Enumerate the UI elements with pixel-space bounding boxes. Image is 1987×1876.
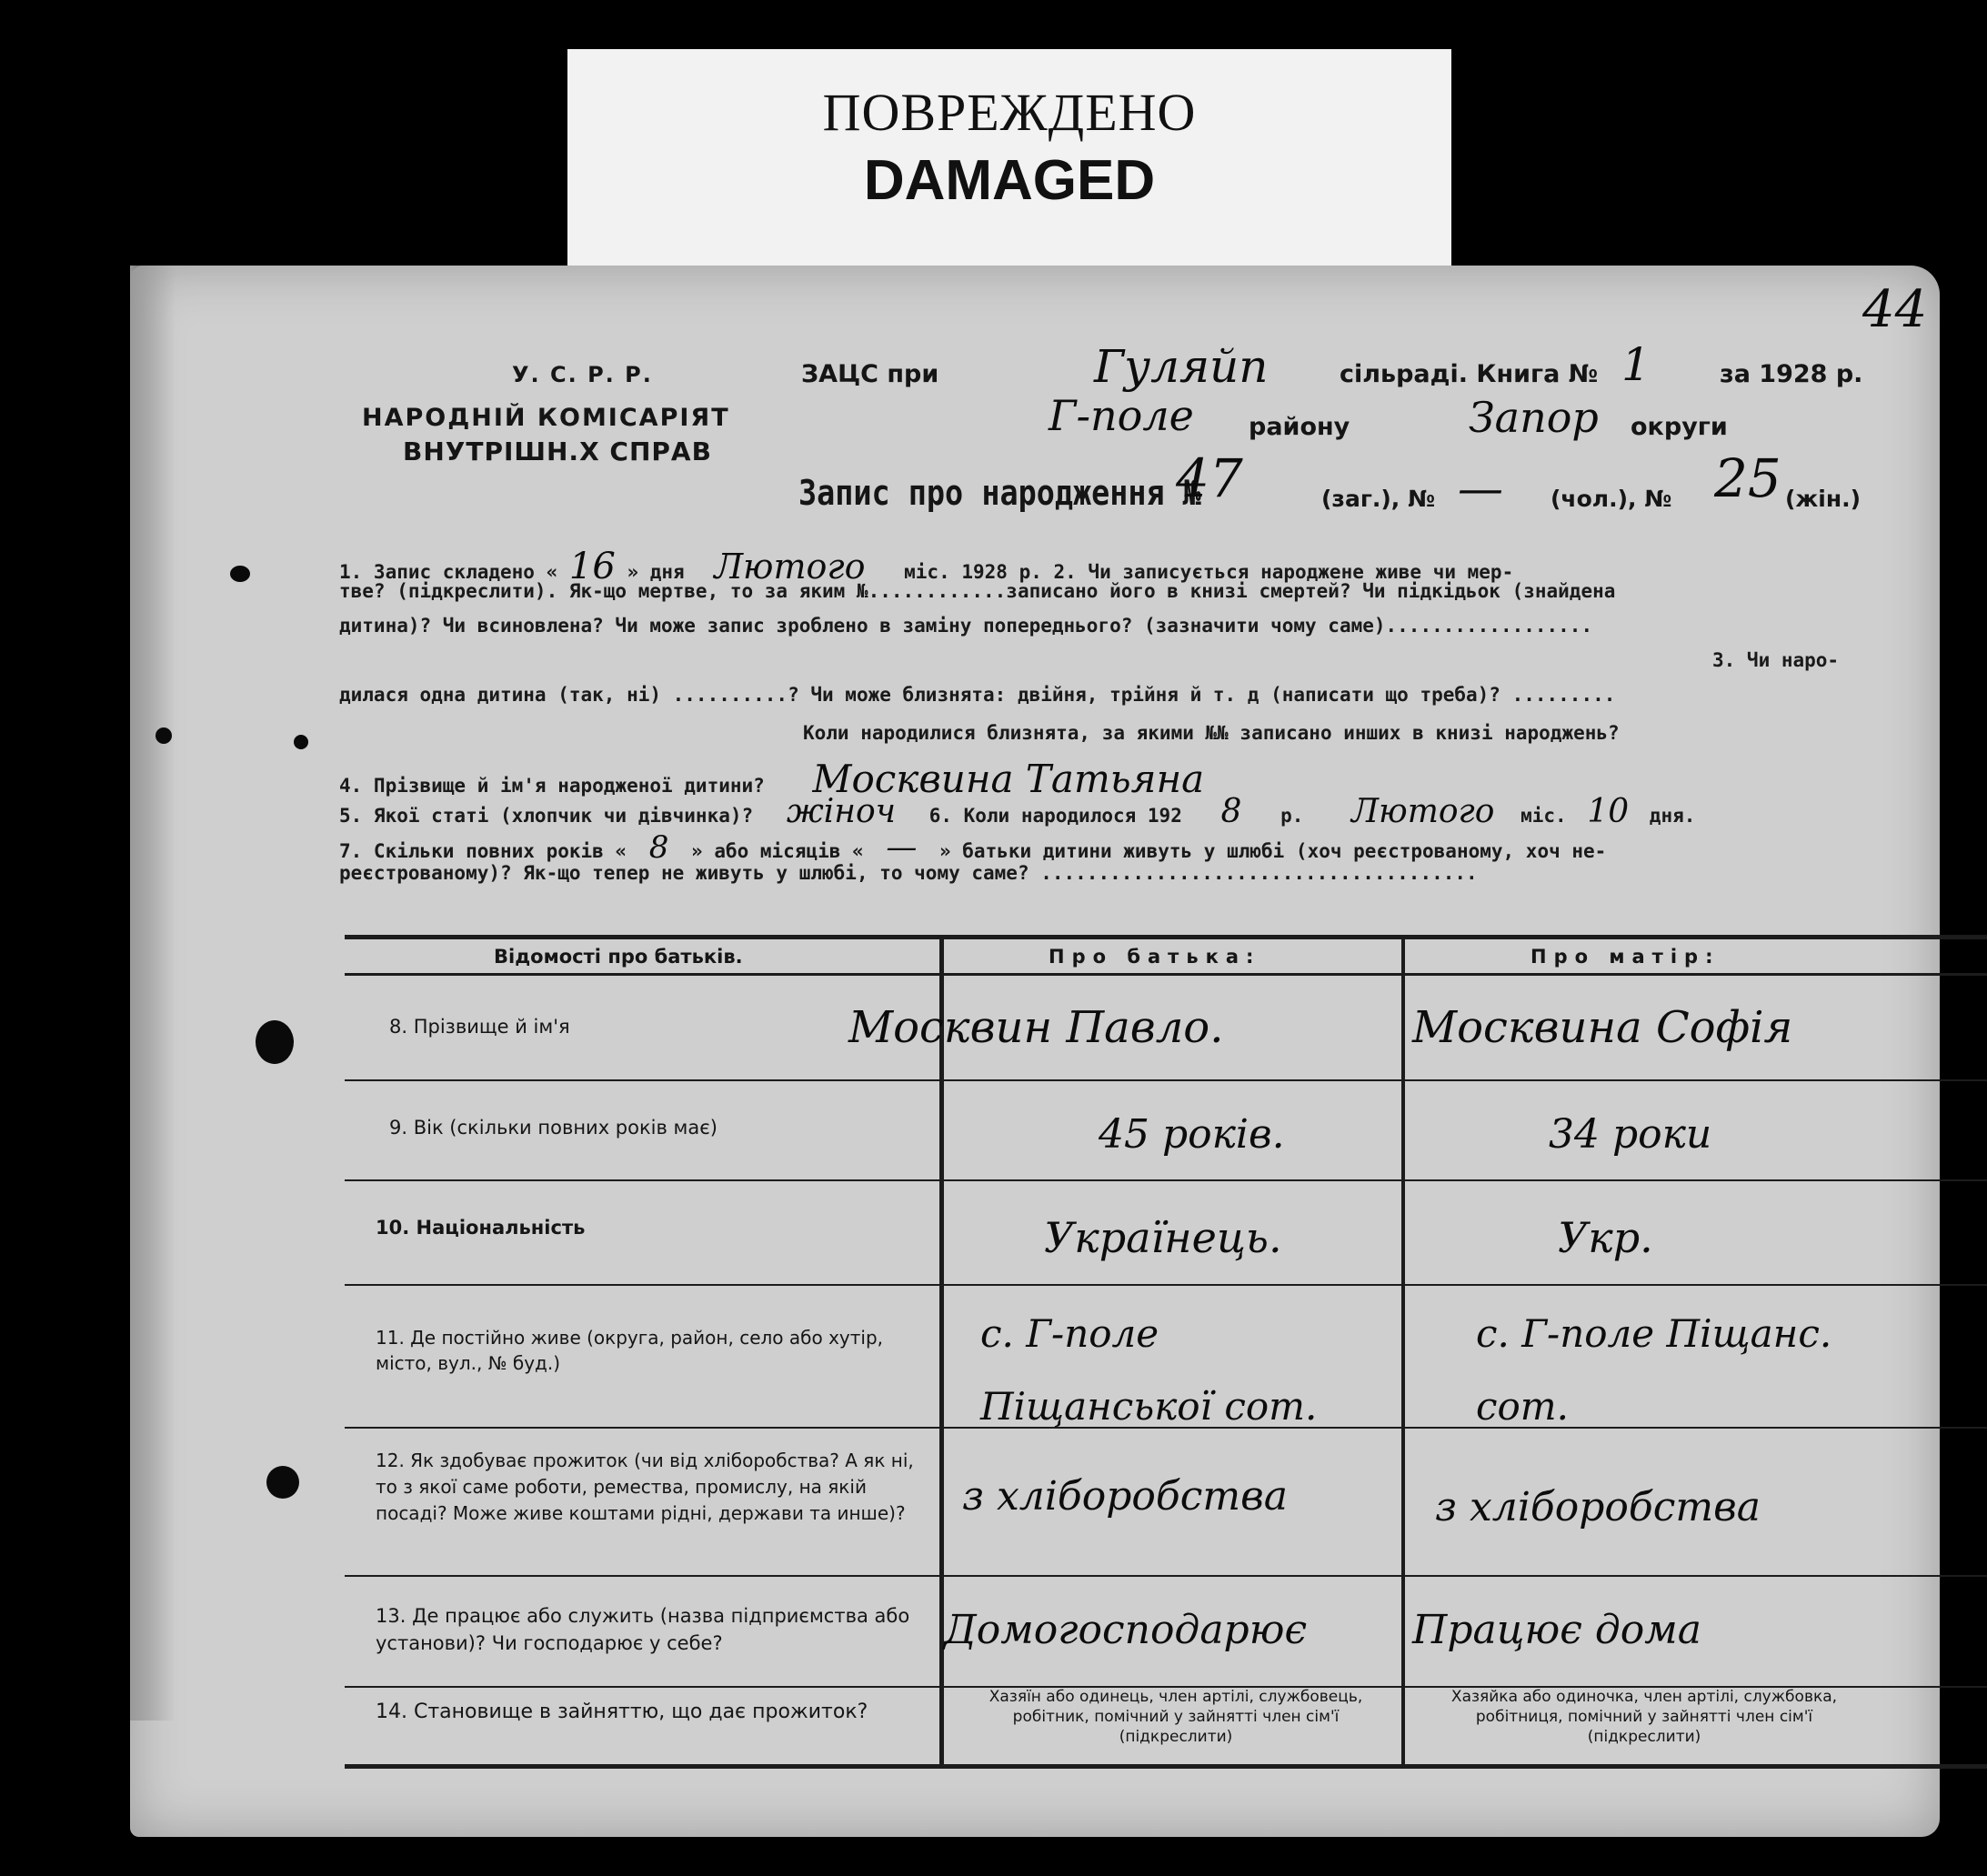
zags-label: ЗАЦС при xyxy=(801,360,939,388)
field-6-day-label: дня. xyxy=(1649,805,1696,827)
mother-age-handwritten: 34 роки xyxy=(1549,1111,1712,1158)
row-rule-10 xyxy=(345,1284,1987,1286)
damaged-label-ru: ПОВРЕЖДЕНО xyxy=(822,83,1197,142)
field-line-4: 3. Чи наро- xyxy=(1712,649,1840,671)
table-header-rule xyxy=(345,973,1987,976)
hole-2 xyxy=(256,1020,294,1064)
column-divider-2 xyxy=(1401,935,1405,1768)
hole-5 xyxy=(294,735,308,749)
row-label-10: 10. Національність xyxy=(376,1217,586,1239)
field-4-label: 4. Прізвище й ім'я народженої дитини? xyxy=(339,775,765,797)
hole-4 xyxy=(156,727,172,744)
field-line-9 xyxy=(339,829,1606,866)
damaged-label xyxy=(567,49,1451,266)
field-6-month-label: міс. xyxy=(1520,805,1567,827)
table-header-father: Про батька: xyxy=(1049,946,1261,968)
marriage-months-handwritten: — xyxy=(886,829,918,866)
mother-name-handwritten: Москвина Софія xyxy=(1412,1002,1793,1053)
table-top-rule xyxy=(345,935,1987,939)
village-handwritten: Гуляйп xyxy=(1094,340,1269,393)
father-income-handwritten: з хліборобства xyxy=(962,1473,1288,1520)
mother-nationality-handwritten: Укр. xyxy=(1558,1213,1653,1262)
row-label-12: 12. Як здобуває прожиток (чи від хліборобства? А як ні, то з якої саме роботи, ремества, промислу, на якій посаді? Може живе коштами рідні, держави та инше)? xyxy=(376,1450,914,1524)
field-line-3: дитина)? Чи всиновлена? Чи може запис зроблено в заміну попереднього? (зазначити чому саме).................. xyxy=(339,615,1593,637)
selrada-label: сільраді. Книга № xyxy=(1340,360,1599,388)
page-number: 44 xyxy=(1862,280,1928,339)
mother-status-options: Хазяйка або одиночка, член артілі, службовка, робітниця, помічний у зайнятті член сім'ї (підкреслити) xyxy=(1450,1688,1838,1746)
field-1-2-label: міс. 1928 р. 2. Чи записується народжене живе чи мер- xyxy=(904,561,1514,583)
field-5-label: 5. Якої статі (хлопчик чи дівчинка)? xyxy=(339,805,754,827)
year-label: за 1928 р. xyxy=(1720,360,1863,388)
field-line-10: реєстрованому)? Як-що тепер не живуть у шлюбі, то чому саме? ...................................... xyxy=(339,862,1478,884)
record-chol-label: (чол.), № xyxy=(1550,486,1672,512)
birth-year-handwritten: 8 xyxy=(1220,793,1242,830)
row-label-13: 13. Де працює або служить (назва підприємства або установи)? Чи господарює у себе? xyxy=(376,1605,910,1654)
mother-income-handwritten: з хліборобства xyxy=(1435,1484,1761,1530)
row-label-14: 14. Становище в зайняттю, що дає прожиток? xyxy=(376,1700,868,1723)
row-label-11: 11. Де постійно живе (округа, район, село або хутір, місто, вул., № буд.) xyxy=(376,1327,883,1374)
field-7-rest-label: » батьки дитини живуть у шлюбі (хоч реєстрованому, хоч не- xyxy=(939,840,1607,862)
record-chol-handwritten: — xyxy=(1458,462,1503,515)
record-month-handwritten: Лютого xyxy=(714,547,866,587)
field-7-label: 7. Скільки повних років « xyxy=(339,840,627,862)
rayon-label: району xyxy=(1249,413,1350,441)
record-number-handwritten: 47 xyxy=(1176,447,1243,509)
field-line-5: дилася одна дитина (так, ні) ..........? Чи може близнята: двійня, трійня й т. д (написати що треба)? ......... xyxy=(339,684,1616,706)
record-zhin-handwritten: 25 xyxy=(1714,447,1781,509)
birth-record-sheet xyxy=(130,266,1940,1837)
mother-residence-handwritten: с. Г-поле Піщанс. сот. xyxy=(1476,1311,1832,1429)
field-1-label: 1. Запис складено « xyxy=(339,561,558,583)
record-zag-label: (заг.), № xyxy=(1321,486,1436,512)
field-line-8 xyxy=(339,793,1695,830)
field-6-label: 6. Коли народилося 192 xyxy=(928,805,1182,827)
sex-handwritten: жіноч xyxy=(786,793,897,830)
father-age-handwritten: 45 років. xyxy=(1099,1111,1285,1158)
commissariat-line-2: ВНУТРІШН.Х СПРАВ xyxy=(403,436,712,466)
record-day-handwritten: 16 xyxy=(568,546,616,587)
okrug-label: округи xyxy=(1631,413,1728,441)
row-label-8: 8. Прізвище й ім'я xyxy=(389,1016,570,1038)
father-residence-handwritten: с. Г-поле Піщанської сот. xyxy=(980,1311,1318,1429)
record-zhin-label: (жін.) xyxy=(1785,486,1862,512)
child-name-handwritten: Москвина Татьяна xyxy=(812,757,1205,801)
father-name-handwritten: Москвин Павло. xyxy=(848,1002,1224,1053)
father-nationality-handwritten: Українець. xyxy=(1044,1213,1282,1262)
father-status-options: Хазяїн або одинець, член артілі, службовець, робітник, помічний у зайнятті член сім'ї (підкреслити) xyxy=(988,1688,1363,1746)
field-1-day-label: » дня xyxy=(627,561,685,583)
row-rule-12 xyxy=(345,1575,1987,1577)
hole-1 xyxy=(230,566,250,582)
marriage-years-handwritten: 8 xyxy=(648,829,669,866)
book-number-handwritten: 1 xyxy=(1621,338,1651,391)
birth-month-handwritten: Лютого xyxy=(1351,793,1495,830)
field-line-6: Коли народилися близнята, за якими №№ записано инших в книзі народжень? xyxy=(803,722,1620,744)
hole-3 xyxy=(266,1466,299,1499)
field-7-months-label: » або місяців « xyxy=(691,840,864,862)
okrug-handwritten: Запор xyxy=(1469,393,1599,442)
table-header-parents: Відомості про батьків. xyxy=(494,946,743,968)
birth-day-handwritten: 10 xyxy=(1587,793,1630,830)
father-work-handwritten: Домогосподарює xyxy=(944,1607,1308,1653)
table-header-mother: Про матір: xyxy=(1530,946,1721,968)
commissariat-line-1: НАРОДНІЙ КОМІСАРІЯТ xyxy=(362,404,730,432)
row-label-9: 9. Вік (скільки повних років має) xyxy=(389,1117,718,1139)
field-line-2: тве? (підкреслити). Як-що мертве, то за яким №............записано його в книзі смертей? Чи підкідьок (знайдена xyxy=(339,580,1616,602)
damaged-label-en: DAMAGED xyxy=(863,149,1156,212)
district-handwritten: Г-поле xyxy=(1049,391,1194,440)
row-rule-9 xyxy=(345,1179,1987,1181)
ussr-label: У. С. Р. Р. xyxy=(512,362,653,387)
row-rule-8 xyxy=(345,1079,1987,1081)
field-6-year-suffix: р. xyxy=(1280,805,1304,827)
table-bottom-rule xyxy=(345,1764,1987,1769)
mother-work-handwritten: Працює дома xyxy=(1412,1607,1701,1653)
record-title: Запис про народження № xyxy=(798,473,1201,513)
